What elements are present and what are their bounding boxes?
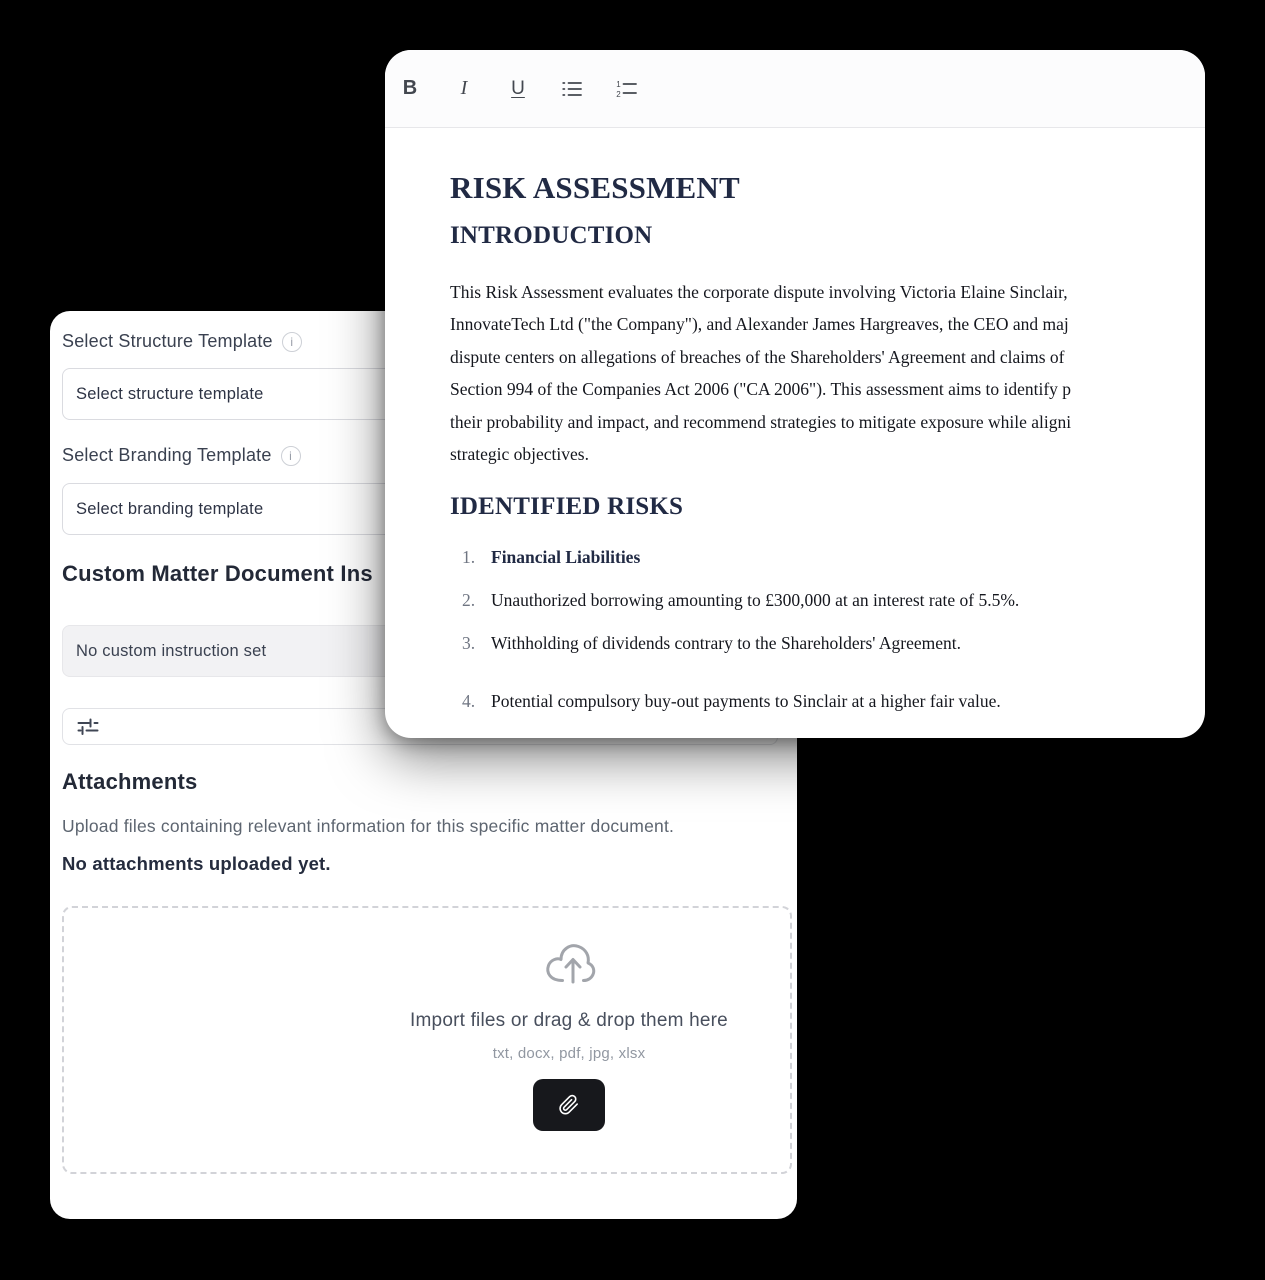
list-number: 1.	[462, 547, 476, 568]
editor-toolbar	[385, 50, 1205, 128]
document-content[interactable]	[385, 128, 1205, 712]
info-glyph: i	[290, 334, 294, 349]
italic-button[interactable]: I	[446, 71, 482, 107]
structure-template-label-text: Select Structure Template	[62, 331, 273, 351]
attachments-description: Upload files containing relevant information for this specific matter document.	[62, 816, 675, 836]
list-text: Financial Liabilities	[491, 547, 641, 568]
list-number: 2.	[462, 590, 476, 611]
list-text: Potential compulsory buy-out payments to Sinclair at a higher fair value.	[491, 691, 1001, 712]
list-number: 4.	[462, 691, 476, 712]
risk-list	[450, 546, 1205, 712]
paragraph-line: dispute centers on allegations of breaches of the Shareholders' Agreement and claims of	[450, 346, 1065, 367]
branding-select-value: Select branding template	[76, 499, 264, 518]
introduction-paragraph	[450, 276, 1205, 470]
custom-instructions-heading: Custom Matter Document Ins	[62, 561, 373, 586]
sliders-icon	[77, 718, 99, 735]
risk-list-item	[462, 690, 1205, 712]
paragraph-line: InnovateTech Ltd ("the Company"), and Alexander James Hargreaves, the CEO and maj	[450, 314, 1069, 335]
upload-cloud-icon	[540, 940, 598, 988]
paragraph-line: their probability and impact, and recommend strategies to mitigate exposure while aligni	[450, 411, 1072, 432]
section-heading-identified-risks: IDENTIFIED RISKS	[450, 493, 684, 521]
dropzone-label: Import files or drag & drop them here	[410, 1010, 728, 1031]
bold-button[interactable]: B	[392, 71, 428, 107]
paragraph-line: strategic objectives.	[450, 444, 589, 465]
instruction-value: No custom instruction set	[76, 641, 267, 660]
section-heading-introduction: INTRODUCTION	[450, 222, 653, 249]
bullet-list-button[interactable]	[554, 71, 590, 107]
list-number: 3.	[462, 633, 476, 654]
info-icon[interactable]	[281, 446, 301, 466]
structure-template-label	[62, 331, 302, 352]
attach-file-button[interactable]	[533, 1079, 605, 1131]
info-icon[interactable]	[282, 332, 302, 352]
document-title: RISK ASSESSMENT	[450, 170, 740, 205]
attachments-heading: Attachments	[62, 769, 198, 794]
branding-template-label-text: Select Branding Template	[62, 445, 272, 465]
paragraph-line: This Risk Assessment evaluates the corporate dispute involving Victoria Elaine Sinclair,	[450, 282, 1068, 302]
bullet-list-icon	[561, 79, 583, 99]
svg-text:1: 1	[615, 79, 621, 89]
list-text: Withholding of dividends contrary to the Shareholders' Agreement.	[491, 633, 961, 654]
ordered-list-icon	[615, 79, 638, 99]
attachments-empty-state: No attachments uploaded yet.	[62, 853, 331, 874]
document-editor-panel	[385, 50, 1205, 738]
structure-select-value: Select structure template	[76, 384, 264, 403]
dropzone-content	[359, 908, 779, 1131]
risk-list-item	[462, 632, 1205, 654]
branding-template-label	[62, 445, 301, 466]
svg-text:2: 2	[615, 89, 621, 99]
ordered-list-button[interactable]	[608, 71, 644, 107]
paragraph-line: Section 994 of the Companies Act 2006 ("CA 2006"). This assessment aims to identify p	[450, 379, 1072, 400]
paperclip-icon	[557, 1093, 581, 1117]
risk-list-item	[462, 589, 1205, 611]
dropzone-filetypes: txt, docx, pdf, jpg, xlsx	[492, 1045, 646, 1062]
file-dropzone[interactable]	[62, 906, 792, 1174]
list-text: Unauthorized borrowing amounting to £300,000 at an interest rate of 5.5%.	[491, 590, 1020, 611]
info-glyph: i	[289, 448, 293, 463]
underline-button[interactable]: U	[500, 71, 536, 107]
risk-list-item	[462, 546, 1205, 568]
